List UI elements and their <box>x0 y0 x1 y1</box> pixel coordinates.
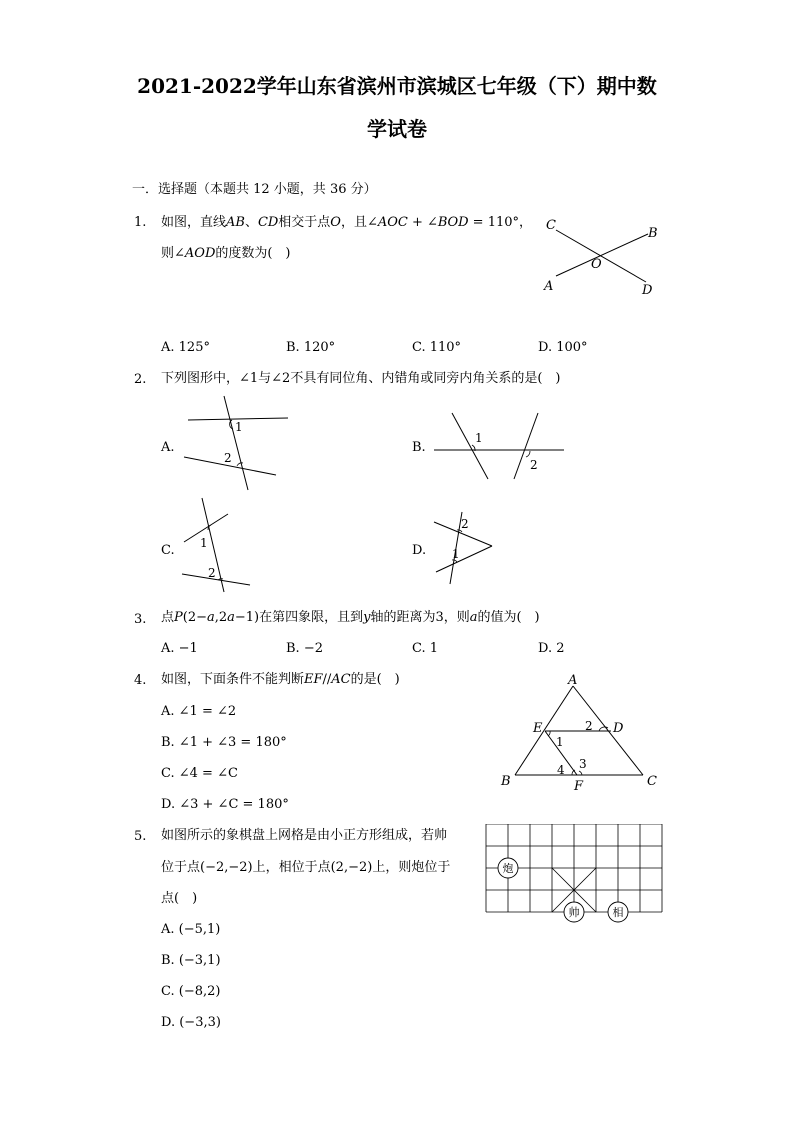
q1-option-a: A. 125° <box>161 340 210 355</box>
q4-figure <box>495 668 665 796</box>
q4-label-e: E <box>533 721 543 736</box>
q2d-angle2: 2 <box>461 517 469 531</box>
q2-text: 下列图形中，∠1与∠2不具有同位角、内错角或同旁内角关系的是( ) <box>161 371 561 386</box>
q4-option-d: D. ∠3 + ∠C = 180° <box>161 797 289 812</box>
q2-label-d: D. <box>412 543 427 558</box>
q2-figure-a <box>180 390 295 495</box>
q3-option-a: A. −1 <box>161 641 198 656</box>
q1-label-a: A <box>544 279 554 294</box>
q1-text-line1: 如图，直线𝐴𝐵、𝐶𝐷相交于点𝑂，且∠𝐴𝑂𝐶 + ∠𝐵𝑂𝐷 = 110°， <box>161 215 533 230</box>
q5-text-line2: 位于点(−2,−2)上，相位于点(2,−2)上，则炮位于 <box>161 860 451 875</box>
q4-number: 4. <box>134 673 147 688</box>
q2b-angle1: 1 <box>475 431 483 445</box>
q5-piece-xiang: 相 <box>612 906 624 919</box>
q2-label-c: C. <box>161 543 175 558</box>
q2-number: 2. <box>134 372 147 387</box>
q2-figure-d <box>430 508 500 588</box>
q4-option-c: C. ∠4 = ∠C <box>161 766 238 781</box>
q4-label-c: C <box>647 774 657 789</box>
q1-label-o: O <box>591 257 602 272</box>
q2c-angle1: 1 <box>200 536 208 550</box>
q4-option-b: B. ∠1 + ∠3 = 180° <box>161 735 287 750</box>
q3-option-c: C. 1 <box>412 641 439 656</box>
q5-piece-pao: 炮 <box>502 862 514 875</box>
q5-chessboard <box>484 824 666 928</box>
page-title-line2: 学试卷 <box>367 117 427 141</box>
q4-label-b: B <box>501 774 511 789</box>
q1-label-c: C <box>546 218 556 233</box>
q3-number: 3. <box>134 612 147 627</box>
q2a-angle1: 1 <box>235 420 243 434</box>
q4-option-a: A. ∠1 = ∠2 <box>161 704 237 719</box>
q5-number: 5. <box>134 829 147 844</box>
q1-figure <box>536 210 666 300</box>
section-heading: 一．选择题（本题共 12 小题，共 36 分） <box>132 182 377 197</box>
q2b-angle2: 2 <box>530 458 538 472</box>
q2-label-a: A. <box>161 440 175 455</box>
q4-angle4: 4 <box>557 763 565 777</box>
q4-label-f: F <box>574 779 584 794</box>
q3-option-b: B. −2 <box>286 641 323 656</box>
q1-text-line2: 则∠𝐴𝑂𝐷的度数为( ) <box>161 246 291 261</box>
q5-option-d: D. (−3,3) <box>161 1015 221 1030</box>
q3-text: 点𝑃(2−𝑎,2𝑎−1)在第四象限，且到𝑦轴的距离为3，则𝑎的值为( ) <box>161 610 540 625</box>
q2-figure-b <box>430 405 570 485</box>
q1-label-b: B <box>648 226 658 241</box>
q5-piece-shuai: 帅 <box>568 906 580 919</box>
q1-option-d: D. 100° <box>538 340 588 355</box>
q5-option-c: C. (−8,2) <box>161 984 221 999</box>
q4-angle2: 2 <box>585 719 593 733</box>
q2d-angle1: 1 <box>452 547 460 561</box>
q5-text-line1: 如图所示的象棋盘上网格是由小正方形组成，若帅 <box>161 828 448 843</box>
q5-option-a: A. (−5,1) <box>161 922 221 937</box>
q4-label-a: A <box>568 673 578 688</box>
q1-number: 1. <box>134 215 147 230</box>
q4-label-d: D <box>613 721 624 736</box>
q2a-angle2: 2 <box>224 451 232 465</box>
q2-label-b: B. <box>412 440 426 455</box>
q2-figure-c <box>178 492 258 597</box>
q5-option-b: B. (−3,1) <box>161 953 221 968</box>
q4-angle3: 3 <box>579 757 587 771</box>
q4-text: 如图，下面条件不能判断𝐸𝐹//𝐴𝐶的是( ) <box>161 672 400 687</box>
q4-angle1: 1 <box>556 735 564 749</box>
q1-option-c: C. 110° <box>412 340 462 355</box>
q3-option-d: D. 2 <box>538 641 565 656</box>
q2c-angle2: 2 <box>208 566 216 580</box>
q1-option-b: B. 120° <box>286 340 336 355</box>
q1-label-d: D <box>642 283 653 298</box>
q5-text-line3: 点( ) <box>161 891 198 906</box>
page-title: 2021-2022学年山东省滨州市滨城区七年级（下）期中数 <box>137 74 657 98</box>
